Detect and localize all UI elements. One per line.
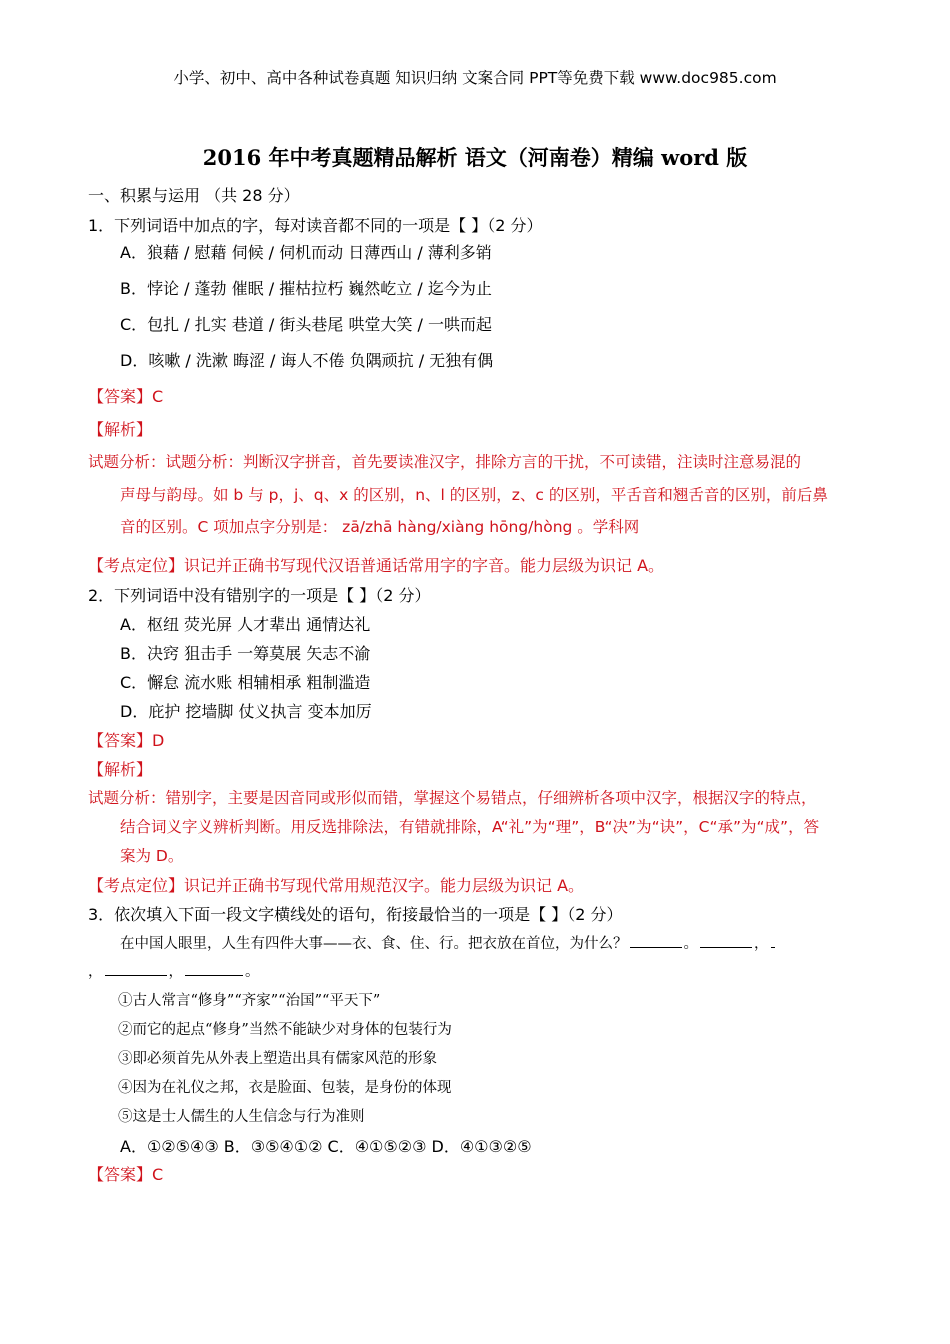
question-2-option-c: C．懈怠 流水账 相辅相承 粗制滥造 [120,673,371,692]
question-1-analysis-line-3: 音的区别。C 项加点字分别是： zā/zhā hàng/xiàng hōng/hòng 。学科网 [120,518,640,536]
question-2-analysis-line-3: 案为 D。 [120,847,184,865]
question-2-option-b: B．决窍 狙击手 一筹莫展 矢志不渝 [120,644,371,663]
question-1-stem: 1．下列词语中加点的字，每对读音都不同的一项是【 】（2 分） [88,216,543,235]
question-2-kaodian: 【考点定位】识记并正确书写现代常用规范汉字。能力层级为识记 A。 [88,876,585,895]
blank-3-start [771,933,775,948]
question-2-option-a: A．枢纽 荧光屏 人才辈出 通情达礼 [120,615,371,634]
question-3-stem: 3．依次填入下面一段文字横线处的语句，衔接最恰当的一项是【 】（2 分） [88,905,623,924]
question-2-analysis-line-1: 试题分析：错别字，主要是因音同或形似而错，掌握这个易错点，仔细辨析各项中汉字，根据汉字的特点， [88,789,817,807]
question-1-kaodian: 【考点定位】识记并正确书写现代汉语普通话常用字的字音。能力层级为识记 A。 [88,556,665,575]
question-3-choices: A．①②⑤④③ B．③⑤④①② C．④①⑤②③ D．④①③②⑤ [120,1137,532,1156]
question-3-item-5: ⑤这是士人儒生的人生信念与行为准则 [118,1109,365,1125]
question-1-analysis-line-2: 声母与韵母。如 b 与 p，j、q、x 的区别，n、l 的区别，z、c 的区别，平舌音和翘舌音的区别，前后鼻 [120,486,828,504]
question-3-item-2: ②而它的起点“修身”当然不能缺少对身体的包装行为 [118,1022,452,1038]
question-1-analysis-line-1: 试题分析：试题分析：判断汉字拼音，首先要读准汉字，排除方言的干扰，不可读错，注读时注意易混的 [88,453,802,471]
question-1-option-a: A．狼藉 / 慰藉 伺候 / 伺机而动 日薄西山 / 薄利多销 [120,243,492,262]
page-title: 2016 年中考真题精品解析 语文（河南卷）精编 word 版 [202,145,748,170]
question-1-answer: 【答案】C [88,387,164,406]
question-2-option-d: D．庇护 挖墙脚 仗义执言 变本加厉 [120,702,372,721]
question-3-item-1: ①古人常言“修身”“齐家”“治国”“平天下” [118,993,381,1009]
blank-2 [700,933,752,948]
blank-4 [185,961,243,976]
question-2-analysis-label: 【解析】 [88,760,153,779]
question-1-option-c: C．包扎 / 扎实 巷道 / 街头巷尾 哄堂大笑 / 一哄而起 [120,315,493,334]
question-3-passage-text: 在中国人眼里，人生有四件大事——衣、食、住、行。把衣放在首位，为什么？ [120,936,628,952]
blank-3 [105,961,167,976]
question-1-option-b: B．悖论 / 蓬勃 催眠 / 摧枯拉朽 巍然屹立 / 迄今为止 [120,279,492,298]
question-3-answer: 【答案】C [88,1165,164,1184]
question-3-passage-cont: ， ， 。 [88,960,260,981]
question-3-item-4: ④因为在礼仪之邦，衣是脸面、包装，是身份的体现 [118,1080,452,1096]
question-2-stem: 2．下列词语中没有错别字的一项是【 】（2 分） [88,586,431,605]
question-3-passage: 在中国人眼里，人生有四件大事——衣、食、住、行。把衣放在首位，为什么？ 。 ， [120,932,777,953]
question-3-item-3: ③即必须首先从外表上塑造出具有儒家风范的形象 [118,1051,437,1067]
question-2-answer: 【答案】D [88,731,165,750]
section-heading: 一、积累与运用 （共 28 分） [88,186,300,205]
question-1-analysis-label: 【解析】 [88,420,153,439]
question-2-analysis-line-2: 结合词义字义辨析判断。用反选排除法，有错就排除，A“礼”为“理”，B“决”为“诀”，C“承”为“成”，答 [120,818,820,836]
blank-1 [630,933,682,948]
question-1-option-d: D．咳嗽 / 洗漱 晦涩 / 诲人不倦 负隅顽抗 / 无独有偶 [120,351,494,370]
page-header: 小学、初中、高中各种试卷真题 知识归纳 文案合同 PPT等免费下载 www.doc985.com [173,69,777,87]
